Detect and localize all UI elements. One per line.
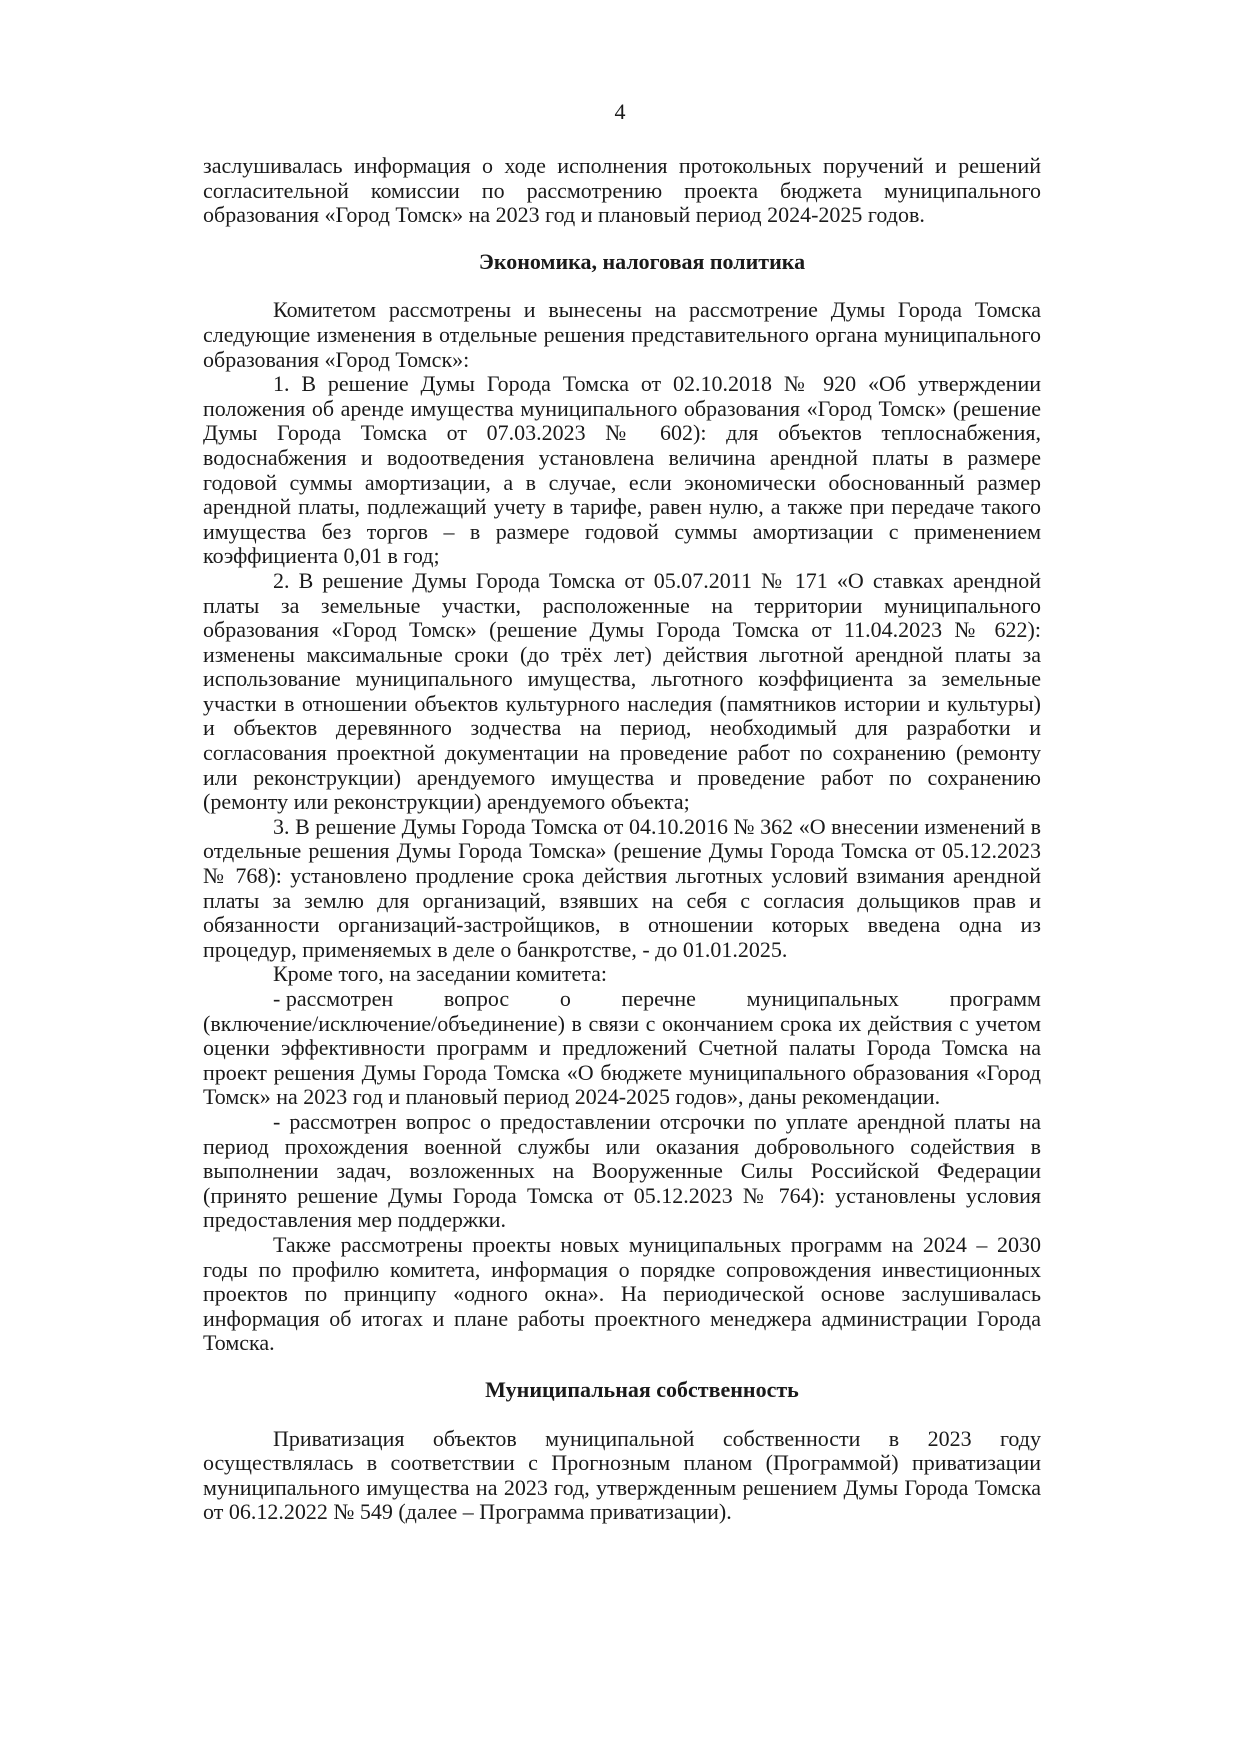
section-title-property: Муниципальная собственность (485, 1376, 799, 1402)
word: о (559, 986, 571, 1011)
paragraph: Кроме того, на заседании комитета: (273, 961, 608, 987)
word: вопрос (443, 986, 510, 1011)
page-number: 4 (614, 99, 626, 124)
section-title-economics: Экономика, налоговая политика (478, 248, 806, 274)
list-item-1: 1. В решение Думы Города Томска от 02.10.2018 № 920 «Об утверждении положения об аренде имущества муниципального образования «Город Томск» (решение Думы Города Томска от 07.03.2023 № 602): для объектов теплоснабжения, водоснабжения и водоотведения установлена величина арендной платы в размере годовой суммы амортизации, а в случае, если экономически обоснованный размер арендной платы, подлежащий учету в тарифе, равен нулю, а также при передаче такого имущества без торгов – в размере годовой суммы амортизации с применением коэффициента 0,01 в год; (203, 371, 1041, 569)
document-body (203, 154, 1041, 1525)
bullet-1-rest: (включение/исключение/объединение) в связи с окончанием срока их действия с учетом оценки эффективности программ и предложений Счетной палаты Города Томска на проект решения Думы Города Томска «О бюджете муниципального образования «Город Томск» на 2023 год и плановый период 2024-2025 годов», даны рекомендации. (203, 1010, 1041, 1110)
list-item-3: 3. В решение Думы Города Томска от 04.10.2016 № 362 «О внесении изменений в отдельные решения Думы Города Томска» (решение Думы Города Томска от 05.12.2023 № 768): установлено продление срока действия льготных условий взимания арендной платы за землю для организаций, взявших на себя с согласия дольщиков прав и обязанности организаций-застройщиков, в отношении которых введена одна из процедур, применяемых в деле о банкротстве, - до 01.01.2025. (203, 813, 1041, 962)
paragraph: Комитетом рассмотрены и вынесены на рассмотрение Думы Города Томска следующие изменения в отдельные решения представительного органа муниципального образования «Город Томск»: (203, 297, 1041, 372)
bullet-2: - рассмотрен вопрос о предоставлении отсрочки по уплате арендной платы на период прохождения военной службы или оказания добровольного содействия в выполнении задач, возложенных на Вооруженные Силы Российской Федерации (принято решение Думы Города Томска от 05.12.2023 № 764): установлены условия предоставления мер поддержки. (203, 1108, 1041, 1233)
list-item-2: 2. В решение Думы Города Томска от 05.07.2011 № 171 «О ставках арендной платы за земельные участки, расположенные на территории муниципального образования «Город Томск» (решение Думы Города Томска от 11.04.2023 № 622): изменены максимальные сроки (до трёх лет) действия льготной арендной платы за использование муниципального имущества, льготного коэффициента за земельные участки в отношении объектов культурного наследия (памятников истории и культуры) и объектов деревянного зодчества на период, необходимый для разработки и согласования проектной документации на проведение работ по сохранению (ремонту или реконструкции) арендуемого имущества и проведение работ по сохранению (ремонту или реконструкции) арендуемого объекта; (203, 567, 1041, 815)
paragraph: Приватизация объектов муниципальной собственности в 2023 году осуществлялась в соответствии с Прогнозным планом (Программой) приватизации муниципального имущества на 2023 год, утвержденным решением Думы Города Томска от 06.12.2022 № 549 (далее – Программа приватизации). (203, 1425, 1041, 1525)
closing-paragraph: Также рассмотрены проекты новых муниципальных программ на 2024 – 2030 годы по профилю комитета, информация о порядке сопровождения инвестиционных проектов по принципу «одного окна». На периодической основе заслушивалась информация об итогах и плане работы проектного менеджера администрации Города Томска. (203, 1231, 1041, 1356)
intro-paragraph: заслушивалась информация о ходе исполнения протокольных поручений и решений согласительной комиссии по рассмотрению проекта бюджета муниципального образования «Город Томск» на 2023 год и плановый период 2024-2025 годов. (203, 153, 1041, 228)
word: программ (949, 986, 1041, 1011)
word: муниципальных (746, 986, 899, 1011)
word: - рассмотрен (273, 986, 394, 1011)
word: перечне (621, 986, 696, 1011)
bullet-1-first-line (203, 987, 1041, 1012)
